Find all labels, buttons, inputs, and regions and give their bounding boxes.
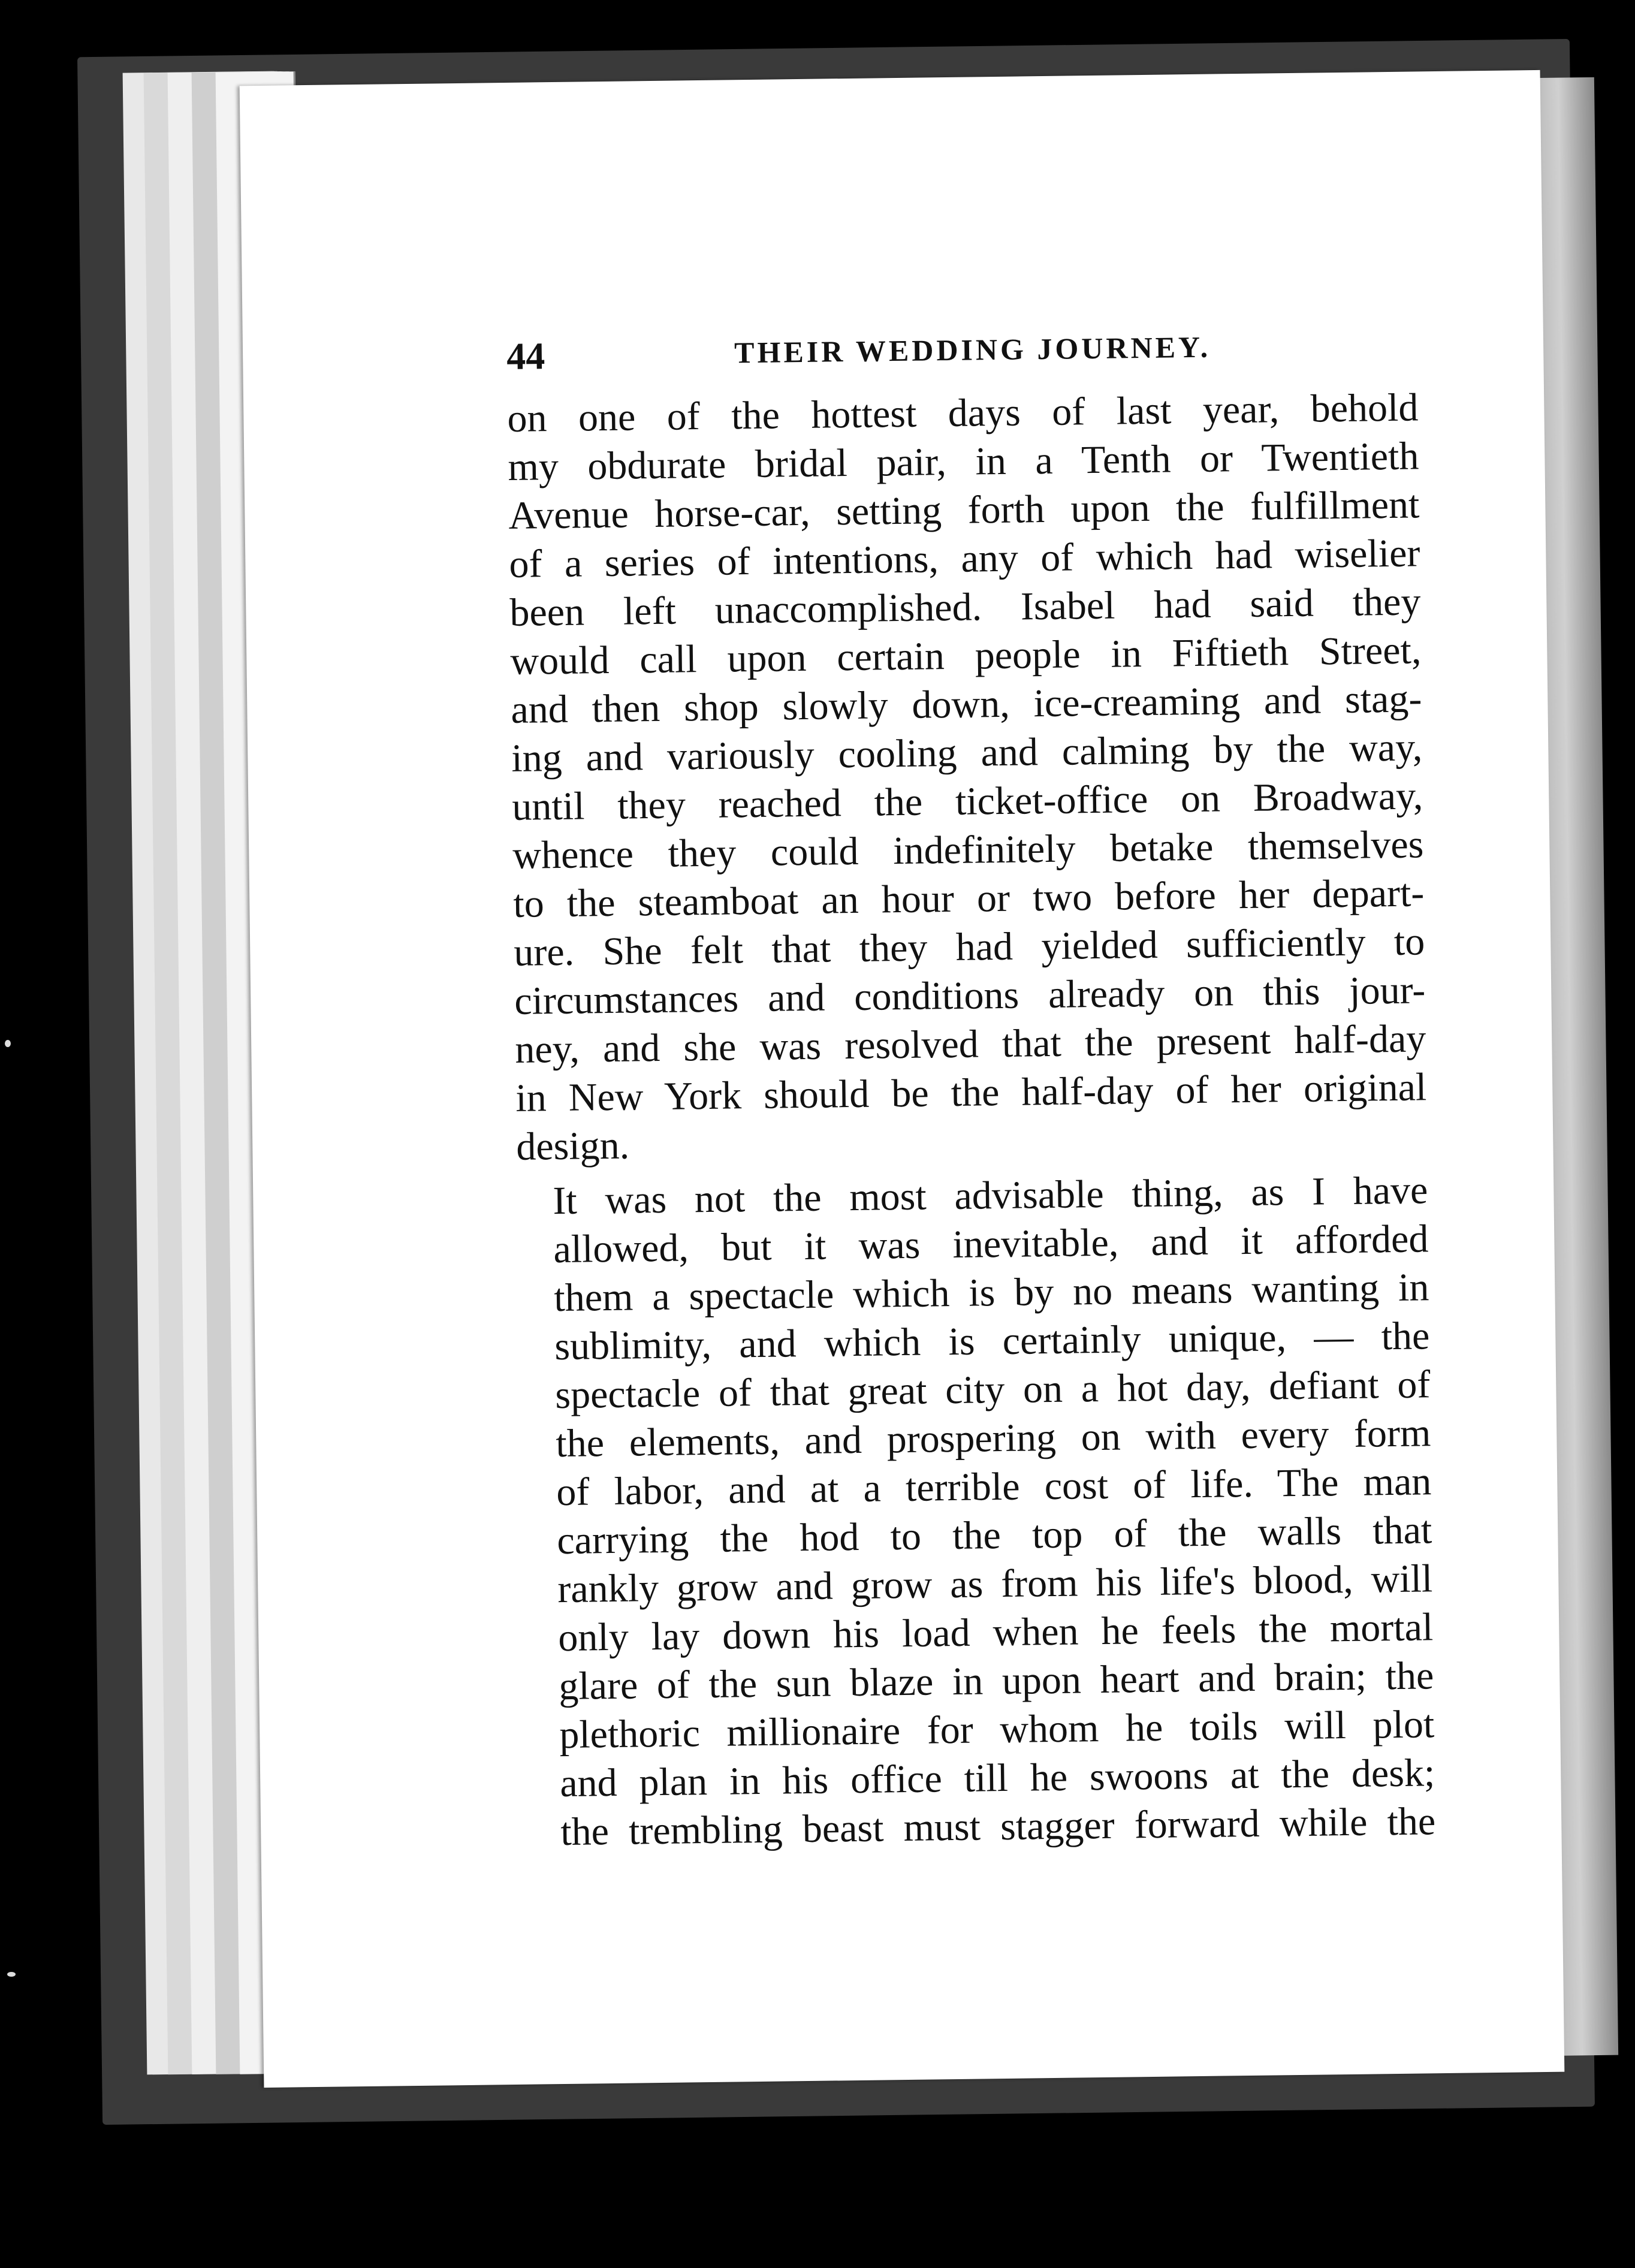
text-line: It was not the most advisable thing, as I have (552, 1168, 1428, 1223)
text-line: and then shop slowly down, ice-creaming and stag- (510, 677, 1422, 732)
paragraph-2 (517, 1166, 1436, 1856)
text-line: Avenue horse-car, setting forth upon the fulfillment (508, 482, 1420, 538)
text-line: design. (515, 1123, 630, 1169)
text-line: ure. She felt that they had yielded sufficiently to (513, 919, 1425, 975)
text-line: on one of the hottest days of last year, behold (507, 385, 1419, 441)
text-line: glare of the sun blaze in upon heart and brain; the (558, 1654, 1434, 1709)
text-line: and plan in his office till he swoons at the desk; (559, 1751, 1435, 1806)
text-line: them a spectacle which is by no means wanting in (553, 1265, 1429, 1320)
text-line: my obdurate bridal pair, in a Tenth or Twentieth (508, 434, 1419, 489)
text-line: of labor, and at a terrible cost of life. The man (556, 1459, 1432, 1515)
text-line: ing and variously cooling and calming by the way, (511, 725, 1423, 780)
text-line: rankly grow and grow as from his life's blood, will (557, 1557, 1433, 1612)
book-page (240, 70, 1565, 2088)
text-line: ney, and she was resolved that the present half-day (514, 1017, 1426, 1072)
text-line: would call upon certain people in Fiftieth Street, (509, 628, 1422, 683)
text-line: whence they could indefinitely betake themselves (512, 822, 1424, 877)
text-line: the elements, and prospering on with every form (555, 1411, 1431, 1466)
text-line: circumstances and conditions already on this jour- (514, 968, 1426, 1023)
paragraph-1 (507, 383, 1428, 1171)
text-line: the trembling beast must stagger forward while the (560, 1799, 1436, 1854)
page-header (506, 323, 1418, 388)
body-text (507, 383, 1436, 1856)
page-number: 44 (506, 334, 545, 378)
running-head: THEIR WEDDING JOURNEY. (734, 330, 1211, 370)
text-line: to the steamboat an hour or two before her depart- (512, 871, 1425, 926)
text-line: carrying the hod to the top of the walls that (556, 1508, 1432, 1563)
text-line: sublimity, and which is certainly unique, — the (554, 1314, 1430, 1369)
scan-speck (5, 1040, 11, 1047)
text-line: plethoric millionaire for whom he toils will plot (559, 1702, 1435, 1757)
text-line: of a series of intentions, any of which had wiselier (509, 531, 1420, 586)
text-line: allowed, but it was inevitable, and it afforded (553, 1217, 1429, 1272)
text-line: been left unaccomplished. Isabel had said they (509, 580, 1421, 635)
text-line: only lay down his load when he feels the mortal (557, 1605, 1434, 1660)
text-line: in New York should be the half-day of her original (515, 1065, 1427, 1120)
text-line: spectacle of that great city on a hot day, defiant of (554, 1362, 1431, 1418)
scan-speck (7, 1972, 16, 1977)
text-line: until they reached the ticket-office on Broadway, (511, 774, 1423, 829)
